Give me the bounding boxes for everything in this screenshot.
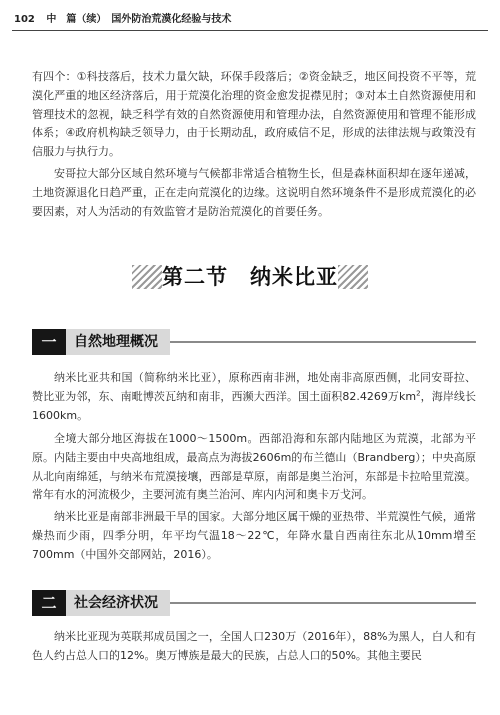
section-title bbox=[0, 257, 500, 297]
subsection-heading-geography bbox=[32, 329, 476, 355]
paragraph-terrain: 全境大部分地区海拔在1000～1500m。西部沿海和东部内陆地区为荒漠，北部为平原。内陆主要由中央高地组成，最高点为海拔2606m的布兰德山（Brandberg）；中央高原从北向南绵延，与纳米布荒漠接壤，西部是草原，南部是奥兰治河，东部是卡拉哈里荒漠。常年有水的河流极少，主要河流有奥兰治河、库内内河和奥卡万戈河。 bbox=[32, 432, 476, 502]
paragraph-causes: 有四个：①科技落后，技术力量欠缺，环保手段落后；②资金缺乏，地区间投资不平等，荒漠化严重的地区经济落后，用于荒漠化治理的资金愈发捉襟见肘；③对本土自然资源使用和管理技术的忽视，缺乏科学有效的自然资源使用和管理办法，自然资源使用和管理不能形成体系；④政府机构缺乏领导力，由于长期动乱，政府威信不足，形成的法律法规与政策没有信服力与执行力。 bbox=[32, 70, 476, 159]
page-number: 102 bbox=[14, 14, 35, 25]
running-header bbox=[14, 10, 231, 25]
paragraph-population: 纳米比亚现为英联邦成员国之一，全国人口230万（2016年），88%为黑人，白人和有色人约占总人口的12%。奥万博族是最大的民族，占总人口的50%。其他主要民 bbox=[32, 630, 476, 662]
area-unit-superscript: 2 bbox=[416, 389, 421, 398]
running-header-title: 中 篇（续） 国外防治荒漠化经验与技术 bbox=[46, 14, 232, 25]
subsection-title: 社会经济状况 bbox=[66, 590, 170, 616]
paragraph-namibia-location bbox=[32, 369, 476, 425]
paragraph-text: 纳米比亚共和国（简称纳米比亚），原称西南非洲，地处南非高原西侧，北同安哥拉、赞比亚为邻，东、南毗博茨瓦纳和南非，西濒大西洋。国土面积82.4269万km bbox=[32, 371, 476, 403]
paragraph-angola-summary: 安哥拉大部分区域自然环境与气候都非常适合植物生长，但是森林面积却在逐年递减，土地资源退化日趋严重，正在走向荒漠化的边缘。这说明自然环境条件不是形成荒漠化的必要因素，对人为活动的有效监管才是防治荒漠化的首要任务。 bbox=[32, 167, 476, 218]
paragraph-climate: 纳米比亚是南部非洲最干旱的国家。大部分地区属干燥的亚热带、半荒漠性气候，通常燥热而少雨，四季分明，年平均气温18～22℃，年降水量自西南往东北从10mm增至700mm（中国外交部网站，2016）。 bbox=[32, 510, 476, 561]
subsection-number: 二 bbox=[32, 590, 66, 616]
section-title-text: 第二节 纳米比亚 bbox=[162, 265, 338, 289]
subsection-heading-socioeconomic bbox=[32, 590, 476, 616]
subsection-number: 一 bbox=[32, 329, 66, 355]
header-rule bbox=[12, 30, 488, 31]
section-title-right-ornament bbox=[338, 265, 368, 289]
paragraph-text: ，海岸线长1600km。 bbox=[32, 389, 476, 422]
subsection-title: 自然地理概况 bbox=[66, 329, 170, 355]
